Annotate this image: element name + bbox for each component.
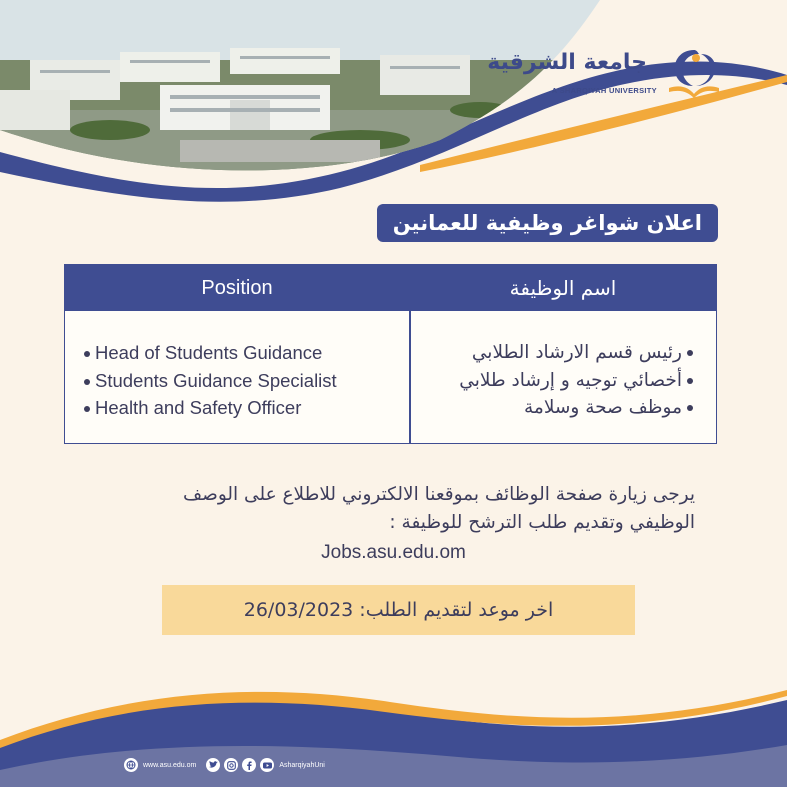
university-logo (487, 40, 725, 110)
jobs-website-link[interactable]: Jobs.asu.edu.om (321, 542, 466, 563)
list-item: Health and Safety Officer (79, 394, 337, 422)
university-name-english: A'SHARQIYAH UNIVERSITY (551, 86, 657, 95)
list-item: رئيس قسم الارشاد الطلابي (459, 339, 698, 367)
instagram-icon[interactable] (224, 758, 238, 772)
list-item: موظف صحة وسلامة (459, 394, 698, 422)
list-item: Head of Students Guidance (79, 339, 337, 367)
table-header-job-name: اسم الوظيفة (410, 265, 716, 311)
university-name-arabic: جامعة الشرقية (487, 50, 647, 75)
page-title: اعلان شواغر وظيفية للعمانين (377, 204, 718, 242)
website-url[interactable]: www.asu.edu.om (143, 761, 197, 769)
facebook-icon[interactable] (242, 758, 256, 772)
instructions-line-1: يرجى زيارة صفحة الوظائف بموقعنا الالكتروني للاطلاع على الوصف (182, 484, 695, 505)
bullet-icon (687, 350, 693, 356)
instructions-text (75, 481, 695, 537)
youtube-icon[interactable] (260, 758, 274, 772)
list-item: أخصائي توجيه و إرشاد طلابي (459, 367, 698, 395)
bullet-icon (687, 405, 693, 411)
instructions-line-2: الوظيفي وتقديم طلب الترشح للوظيفة : (389, 512, 695, 533)
bullet-icon (84, 351, 90, 357)
bullet-icon (84, 379, 90, 385)
twitter-icon[interactable] (206, 758, 220, 772)
bullet-icon (687, 378, 693, 384)
footer-social-bar (124, 756, 331, 774)
positions-list-english (79, 339, 337, 422)
deadline-text: اخر موعد لتقديم الطلب: 26/03/2023 (243, 599, 554, 621)
table-header-position: Position (65, 265, 409, 311)
list-item: Students Guidance Specialist (79, 367, 337, 395)
column-divider (409, 265, 411, 443)
positions-table (64, 264, 717, 444)
university-emblem-icon (663, 44, 725, 100)
positions-list-arabic (459, 339, 698, 422)
globe-icon[interactable] (124, 758, 138, 772)
deadline-box (162, 585, 635, 635)
social-handle[interactable]: AsharqiyahUni (279, 761, 325, 769)
bullet-icon (84, 406, 90, 412)
